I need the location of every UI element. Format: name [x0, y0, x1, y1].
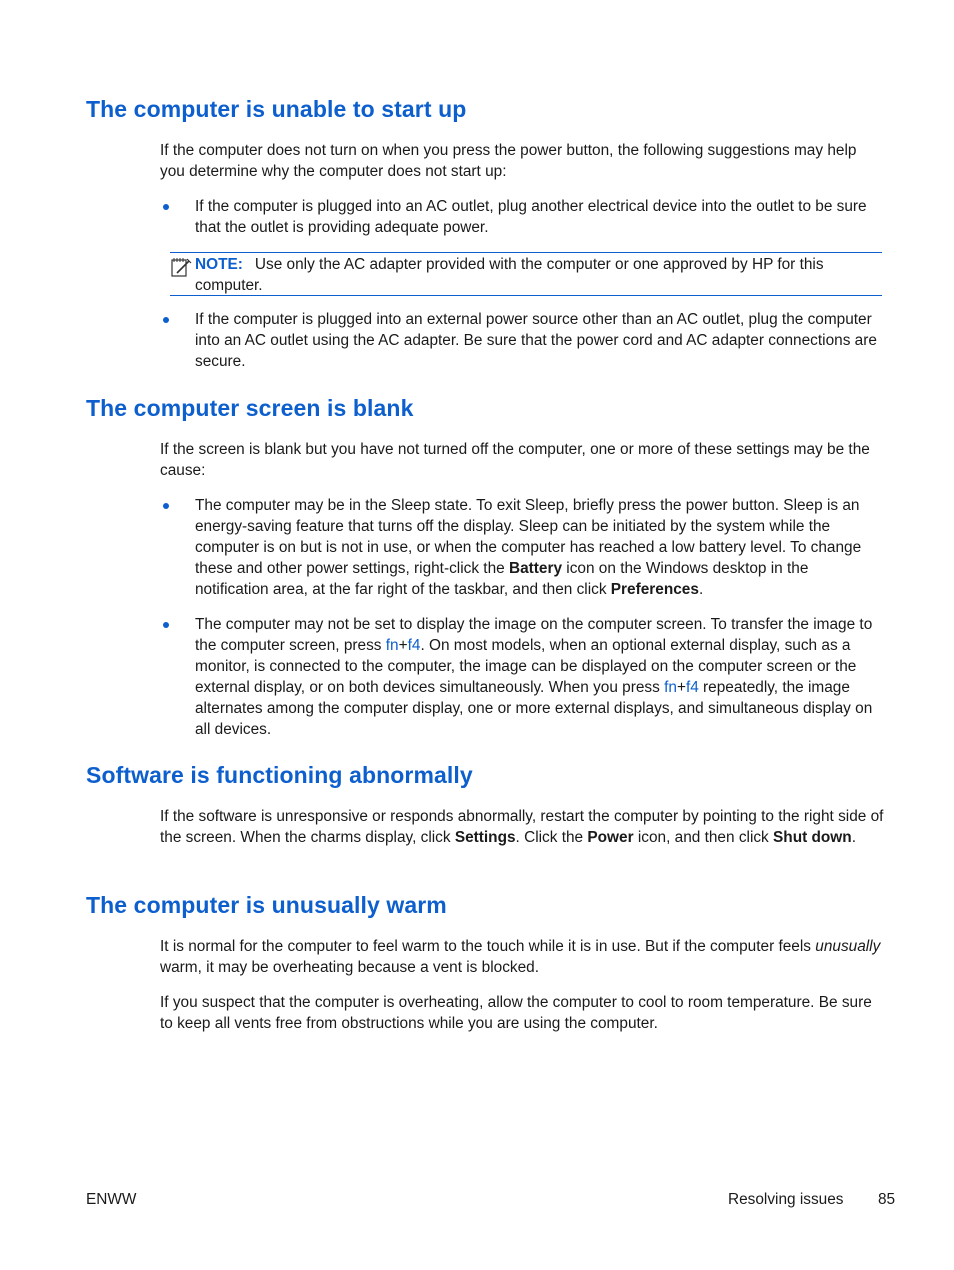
bullet-icon — [163, 503, 169, 509]
list-item — [160, 614, 884, 740]
note-label: NOTE: — [195, 256, 243, 273]
unusually-emphasis: unusually — [815, 938, 881, 955]
blank-bullet-1: The computer may be in the Sleep state. To exit Sleep, briefly press the power button. Sleep is an energy-saving feature that turns off the display. Sleep can be initiated by the system while the computer is on but is not in use, or when the computer has reached a low battery level. To change these and other power settings, right-click the Battery icon on the Windows desktop in the notification area, at the far right of the taskbar, and then click Preferences. — [195, 497, 862, 598]
software-text: If the software is unresponsive or responds abnormally, restart the computer by pointing to the right side of the screen. When the charms display, click Settings. Click the Power icon, and then click Shut down. — [160, 808, 884, 846]
footer-section: Resolving issues — [728, 1191, 844, 1208]
start-bullet-2: If the computer is plugged into an external power source other than an AC outlet, plug the computer into an AC outlet using the AC adapter. Be sure that the power cord and AC adapter connections are secure. — [195, 311, 877, 370]
key-fn: fn — [385, 637, 399, 654]
blank-intro: If the screen is blank but you have not turned off the computer, one or more of these settings may be the cause: — [160, 441, 870, 479]
key-fn: fn — [664, 679, 677, 696]
note-box — [170, 252, 882, 296]
list-item — [160, 309, 884, 372]
start-intro: If the computer does not turn on when you press the power button, the following suggestions may help you determine why the computer does not start up: — [160, 142, 857, 180]
heading-software-abnormal: Software is functioning abnormally — [86, 762, 473, 788]
heading-unable-to-start: The computer is unable to start up — [86, 96, 467, 122]
note-body: Use only the AC adapter provided with the computer or one approved by HP for this computer. — [195, 256, 824, 294]
preferences-term: Preferences — [610, 581, 699, 598]
list-item — [160, 495, 884, 600]
note-text — [195, 254, 875, 296]
warm-paragraph-1: It is normal for the computer to feel warm to the touch while it is in use. But if the computer feels unusually warm, it may be overheating because a vent is blocked. — [160, 938, 881, 976]
shutdown-term: Shut down — [773, 829, 852, 846]
page-number: 85 — [878, 1191, 896, 1208]
warm-paragraph-2: If you suspect that the computer is overheating, allow the computer to cool to room temperature. Be sure to keep all vents free from obstructions while you are using the computer. — [160, 994, 872, 1032]
key-f4: f4 — [407, 637, 421, 654]
bullet-icon — [163, 317, 169, 323]
power-term: Power — [587, 829, 634, 846]
start-bullet-1: If the computer is plugged into an AC outlet, plug another electrical device into the outlet to be sure that the outlet is providing adequate power. — [195, 198, 867, 236]
note-icon — [170, 256, 192, 278]
bullet-icon — [163, 204, 169, 210]
key-f4: f4 — [685, 679, 699, 696]
settings-term: Settings — [454, 829, 516, 846]
bullet-icon — [163, 622, 169, 628]
battery-term: Battery — [508, 560, 563, 577]
heading-screen-blank: The computer screen is blank — [86, 395, 414, 421]
heading-unusually-warm: The computer is unusually warm — [86, 892, 447, 918]
blank-bullet-2: The computer may not be set to display the image on the computer screen. To transfer the image to the computer screen, press fn+f4. On most models, when an optional external display, such as a monitor, is connected to the computer, the image can be displayed on the computer screen or the external display, or on both devices simultaneously. When you press fn+f4 repeatedly, the image alternates among the computer display, one or more external displays, and simultaneous display on all devices. — [195, 616, 873, 738]
list-item — [160, 196, 884, 238]
footer-left: ENWW — [86, 1191, 137, 1208]
